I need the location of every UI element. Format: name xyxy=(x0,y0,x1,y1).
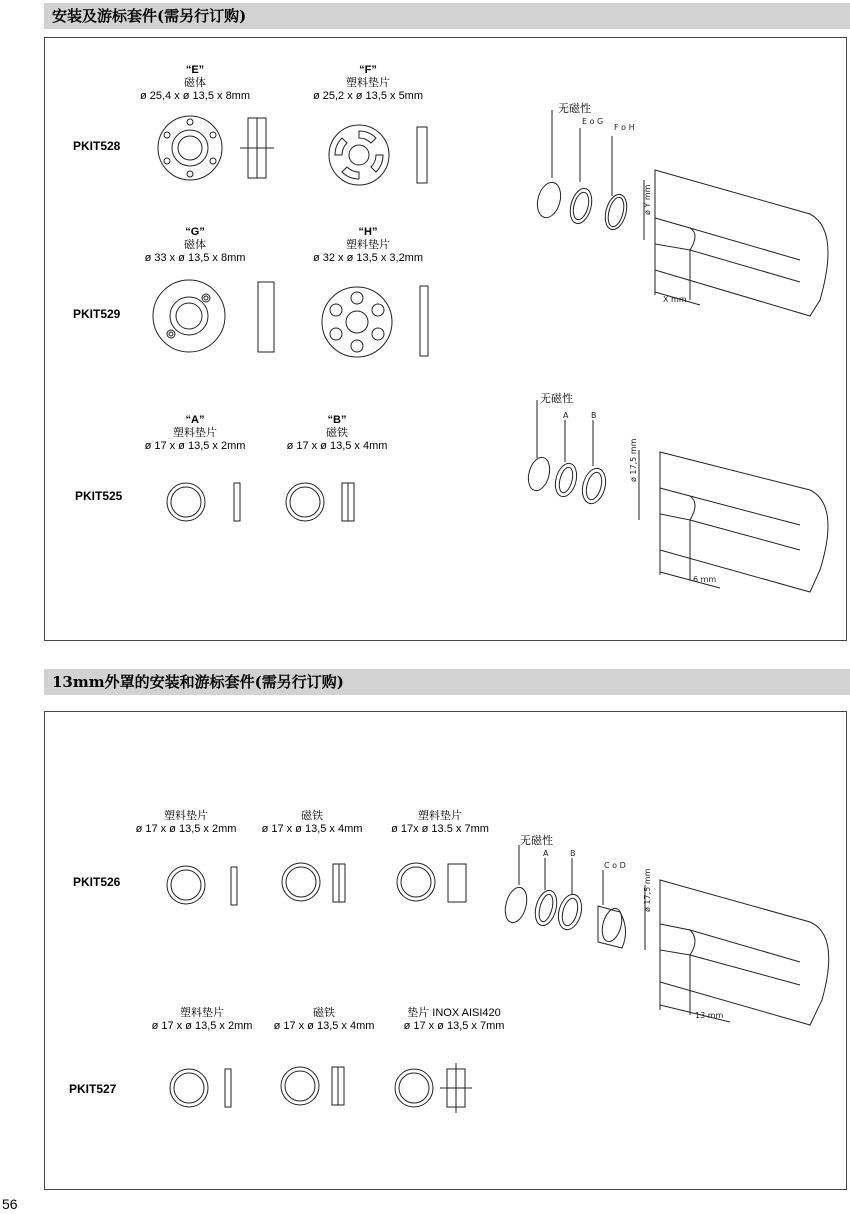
spacer-526-3-front-drawing xyxy=(397,863,435,901)
magnet-b-front-drawing xyxy=(286,483,324,521)
spacer-527-1-side-drawing xyxy=(225,1069,231,1107)
kit-code-pkit528: PKIT528 xyxy=(73,139,121,153)
spacer-h-side-drawing xyxy=(420,286,428,356)
spacer-526-1-side-drawing xyxy=(231,867,237,905)
part-label-g: “G” 磁体 ø 33 x ø 13,5 x 8mm xyxy=(144,226,246,264)
part-label-527-3: 垫片 INOX AISI420 ø 17 x ø 13,5 x 7mm xyxy=(403,1007,505,1032)
spacer-f-side-drawing xyxy=(417,127,427,183)
nonmagnetic-label-2: 无磁性 xyxy=(540,393,573,405)
diagram1-dia-label: ø Y mm xyxy=(643,184,652,215)
magnet-e-front-drawing xyxy=(158,116,222,180)
spacer-h-front-drawing xyxy=(322,287,392,357)
magnet-527-front-drawing xyxy=(281,1067,319,1105)
part-label-527-2: 磁铁 ø 17 x ø 13,5 x 4mm xyxy=(273,1007,375,1032)
kit-code-pkit527: PKIT527 xyxy=(69,1082,117,1096)
diagram2-label-a: A xyxy=(563,411,569,420)
part-label-526-2: 磁铁 ø 17 x ø 13,5 x 4mm xyxy=(261,810,363,835)
part-label-527-1: 塑料垫片 ø 17 x ø 13,5 x 2mm xyxy=(151,1007,253,1032)
assembly-diagram-1 xyxy=(534,110,828,316)
nonmagnetic-label-1: 无磁性 xyxy=(558,103,591,115)
magnet-g-front-drawing xyxy=(153,280,225,352)
assembly-diagram-2 xyxy=(525,400,828,592)
part-label-526-3: 塑料垫片 ø 17x ø 13.5 x 7mm xyxy=(391,810,489,835)
magnet-g-side-drawing xyxy=(258,282,274,352)
magnet-b-side-drawing xyxy=(342,483,354,521)
assembly-diagram-3 xyxy=(502,845,829,1025)
magnet-527-side-drawing xyxy=(332,1067,344,1105)
inox-spacer-527-side-drawing xyxy=(440,1063,472,1113)
spacer-a-side-drawing xyxy=(234,483,240,521)
diagram2-dia-label: ø 17,5 mm xyxy=(629,438,638,482)
magnet-526-front-drawing xyxy=(282,863,320,901)
spacer-f-front-drawing xyxy=(329,125,389,185)
spacer-526-3-side-drawing xyxy=(448,864,466,902)
spacer-a-front-drawing xyxy=(167,483,205,521)
kit-code-pkit525: PKIT525 xyxy=(75,489,123,503)
part-label-h: “H” 塑料垫片 ø 32 x ø 13,5 x 3,2mm xyxy=(312,226,424,264)
diagram2-label-b: B xyxy=(591,411,597,420)
nonmagnetic-label-3: 无磁性 xyxy=(520,835,553,847)
spacer-527-1-front-drawing xyxy=(170,1069,208,1107)
inox-spacer-527-front-drawing xyxy=(395,1069,433,1107)
diagram3-dia-label: ø 17,5 mm xyxy=(643,868,652,912)
part-label-526-1: 塑料垫片 ø 17 x ø 13,5 x 2mm xyxy=(135,810,237,835)
diagram1-label-eog: E o G xyxy=(582,117,604,126)
diagram2-len-label: 6 mm xyxy=(693,575,717,584)
diagram3-label-cod: C o D xyxy=(604,861,626,870)
part-label-a: “A” 塑料垫片 ø 17 x ø 13,5 x 2mm xyxy=(144,414,246,452)
diagram3-len-label: 13 mm xyxy=(695,1011,724,1020)
diagram1-len-label: X mm xyxy=(663,295,687,304)
diagram1-label-foh: F o H xyxy=(614,123,635,132)
spacer-526-1-front-drawing xyxy=(167,866,205,904)
magnet-526-side-drawing xyxy=(333,864,345,902)
kit-code-pkit526: PKIT526 xyxy=(73,875,121,889)
section-title-1: 安装及游标套件(需另行订购) xyxy=(44,3,850,29)
page-number: 56 xyxy=(2,1196,18,1212)
diagram3-label-b: B xyxy=(570,849,576,858)
kit-code-pkit529: PKIT529 xyxy=(73,307,121,321)
section-title-2: 13mm外罩的安装和游标套件(需另行订购) xyxy=(44,669,850,695)
diagram3-label-a: A xyxy=(543,849,549,858)
magnet-e-side-drawing xyxy=(240,118,274,178)
part-label-b: “B” 磁铁 ø 17 x ø 13,5 x 4mm xyxy=(286,414,388,452)
part-label-f: “F” 塑料垫片 ø 25,2 x ø 13,5 x 5mm xyxy=(312,64,424,102)
part-label-e: “E” 磁体 ø 25,4 x ø 13,5 x 8mm xyxy=(139,64,251,102)
